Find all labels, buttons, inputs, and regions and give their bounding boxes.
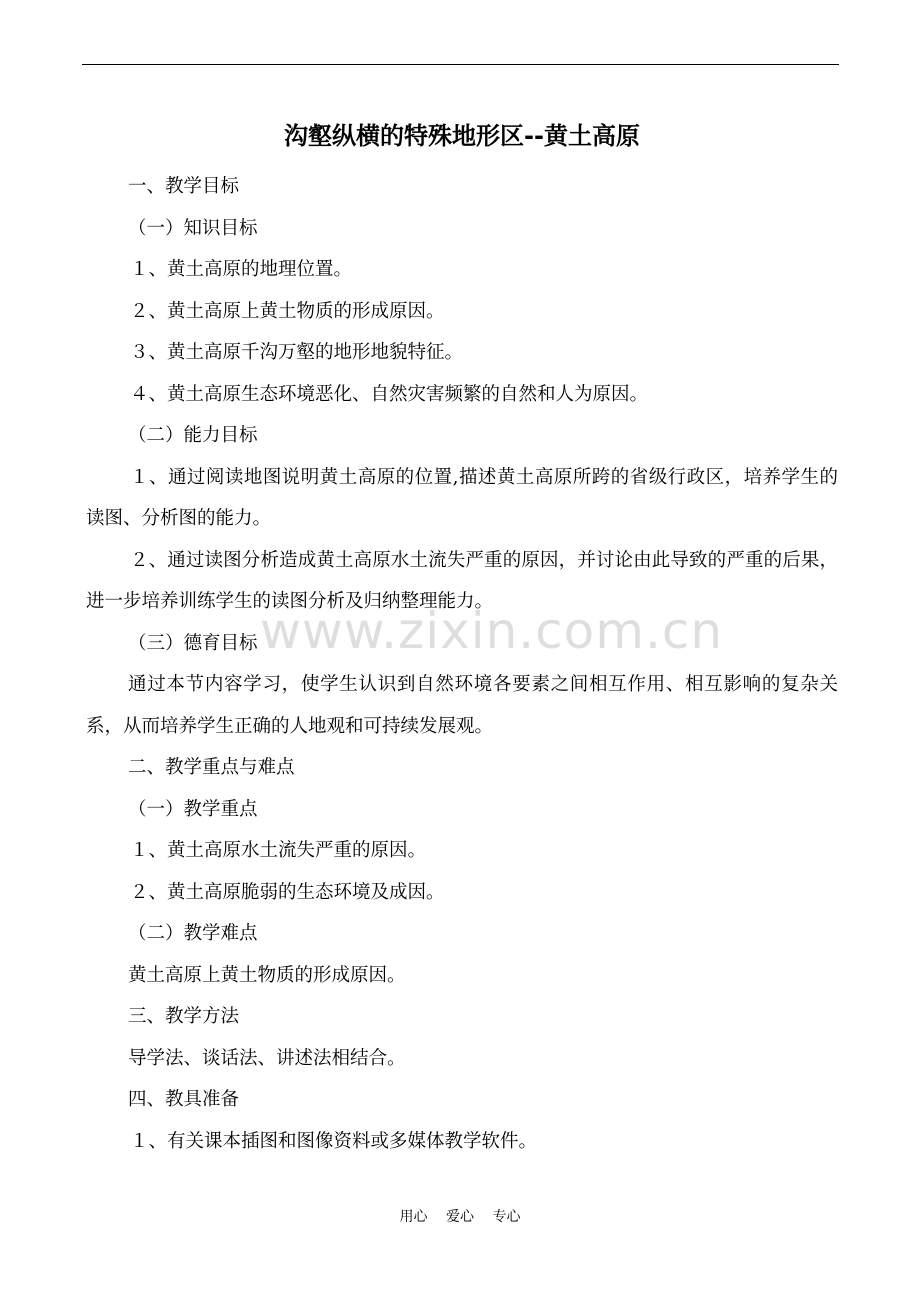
- section-heading: 四、教具准备: [128, 1089, 240, 1110]
- section-heading: 一、教学目标: [128, 176, 240, 197]
- subsection-heading: （一）知识目标: [128, 217, 258, 239]
- watermark: www.zixin.com.cn: [260, 602, 724, 660]
- list-item: １、黄土高原的地理位置。: [130, 259, 353, 280]
- subsection-heading: （二）教学难点: [128, 923, 258, 944]
- list-item: １、黄土高原水土流失严重的原因。: [130, 840, 427, 861]
- subsection-heading: （二）能力目标: [128, 425, 258, 446]
- subsection-heading: （一）教学重点: [128, 798, 258, 820]
- paragraph: 黄土高原上黄土物质的形成原因。: [128, 964, 406, 986]
- section-heading: 三、教学方法: [128, 1006, 240, 1027]
- page-footer: 用心 爱心 专心: [399, 1209, 521, 1225]
- list-item: ２、通过读图分析造成黄土高原水土流失严重的原因，并讨论由此导致的严重的后果，进一步培养训练学生的读图分析及归纳整理能力。: [86, 549, 838, 612]
- paragraph: 通过本节内容学习，使学生认识到自然环境各要素之间相互作用、相互影响的复杂关系，从而培养学生正确的人地观和可持续发展观。: [86, 674, 838, 737]
- document-body: [86, 112, 838, 1162]
- list-item: ２、黄土高原脆弱的生态环境及成因。: [130, 881, 445, 903]
- paragraph: 导学法、谈话法、讲述法相结合。: [128, 1047, 406, 1069]
- subsection-heading: （三）德育目标: [128, 632, 258, 654]
- list-item: ３、黄土高原千沟万壑的地形地貌特征。: [130, 342, 464, 363]
- header-rule: [82, 64, 839, 65]
- list-item: １、有关课本插图和图像资料或多媒体教学软件。: [130, 1130, 538, 1152]
- list-item: ２、黄土高原上黄土物质的形成原因。: [130, 300, 445, 322]
- section-heading: 二、教学重点与难点: [128, 757, 295, 778]
- list-item: ４、黄土高原生态环境恶化、自然灾害频繁的自然和人为原因。: [130, 383, 649, 405]
- document-title: 沟壑纵横的特殊地形区--黄土高原: [284, 122, 640, 150]
- list-item: １、通过阅读地图说明黄土高原的位置,描述黄土高原所跨的省级行政区，培养学生的读图、分析图的能力。: [86, 466, 838, 529]
